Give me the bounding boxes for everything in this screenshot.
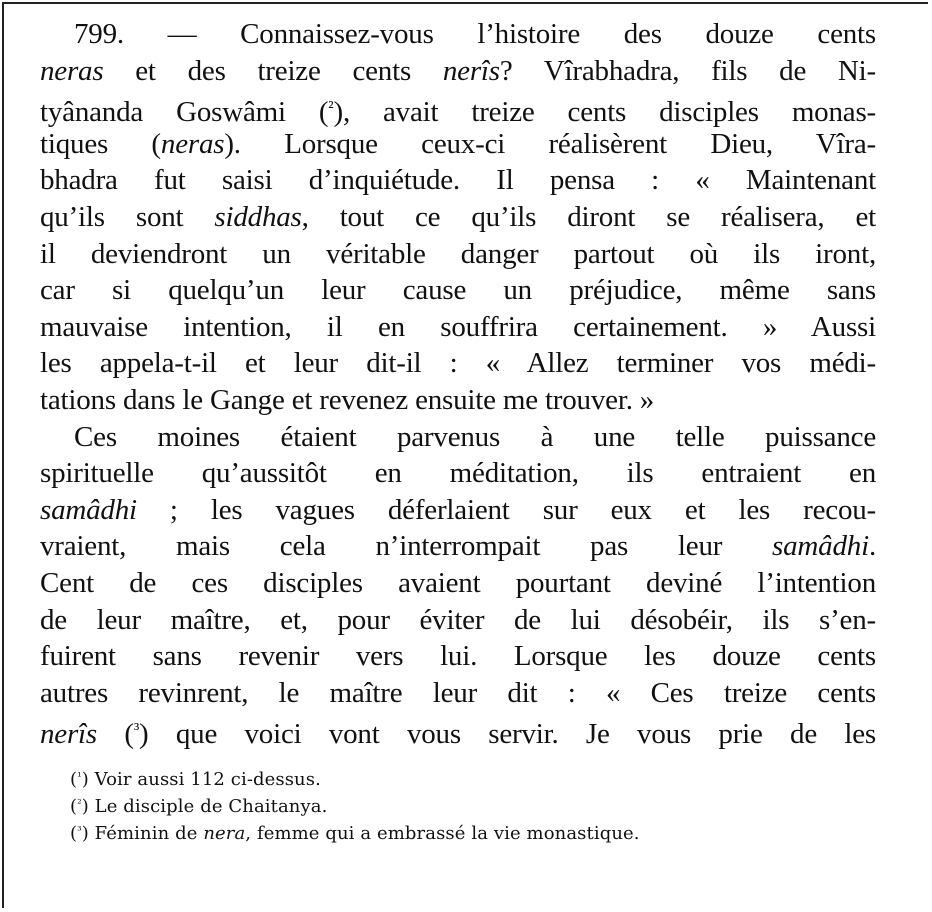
text-line: samâdhi ; les vagues déferlaient sur eux et les recou- xyxy=(40,493,876,526)
footnote-mark: ¹ xyxy=(77,770,82,783)
text-line: neras et des treize cents nerîs? Vîrabhadra, fils de Ni- xyxy=(40,54,876,87)
text-line: mauvaise intention, il en souffrira certainement. » Aussi xyxy=(40,310,876,343)
footnote-mark: ³ xyxy=(77,824,82,838)
text-line: nerîs ($^{^3}$) que voici vont vous servir. Je vous prie de les xyxy=(40,718,876,751)
text-line: spirituelle qu’aussitôt en méditation, ils entraient en xyxy=(40,457,876,490)
text-line: les appela-t-il et leur dit-il : « Allez terminer vos médi- xyxy=(40,347,876,380)
footnote: ($^{^1}$) Voir aussi 112 ci-dessus. xyxy=(70,769,321,791)
text-line: tyânanda Goswâmi ($^{^2}$), avait treize cents disciples monas- xyxy=(40,96,876,129)
text-line: Ces moines étaient parvenus à une telle puissance xyxy=(74,420,876,453)
text-line: Cent de ces disciples avaient pourtant deviné l’intention xyxy=(40,566,876,599)
footnote-ref: ³ xyxy=(133,719,140,740)
text-line: tations dans le Gange et revenez ensuite me trouver. » xyxy=(40,383,655,416)
text-line: autres revinrent, le maître leur dit : « Ces treize cents xyxy=(40,676,876,709)
footnotes xyxy=(70,765,890,846)
text-line: car si quelqu’un leur cause un préjudice, même sans xyxy=(40,274,876,307)
text-line: fuirent sans revenir vers lui. Lorsque les douze cents xyxy=(40,640,876,673)
footnote: ($^{^3}$) Féminin de nera, femme qui a embrassé la vie monastique. xyxy=(70,823,640,845)
text-line: de leur maître, et, pour éviter de lui désobéir, ils s’en- xyxy=(40,603,876,636)
main-text xyxy=(40,16,876,751)
footnote-ref: ² xyxy=(328,97,334,118)
text-line: il deviendront un véritable danger partout où ils iront, xyxy=(40,237,876,270)
text-line: qu’ils sont siddhas, tout ce qu’ils diront se réalisera, et xyxy=(40,200,876,233)
text-line: 799. — Connaissez-vous l’histoire des douze cents xyxy=(74,18,876,50)
text-line: tiques (neras). Lorsque ceux-ci réalisèrent Dieu, Vîra- xyxy=(40,127,876,160)
footnote-mark: ² xyxy=(77,797,82,811)
footnote: ($^{^2}$) Le disciple de Chaitanya. xyxy=(70,796,328,818)
text-line: vraient, mais cela n’interrompait pas leur samâdhi. xyxy=(40,530,876,563)
text-line: bhadra fut saisi d’inquiétude. Il pensa : « Maintenant xyxy=(40,164,876,197)
